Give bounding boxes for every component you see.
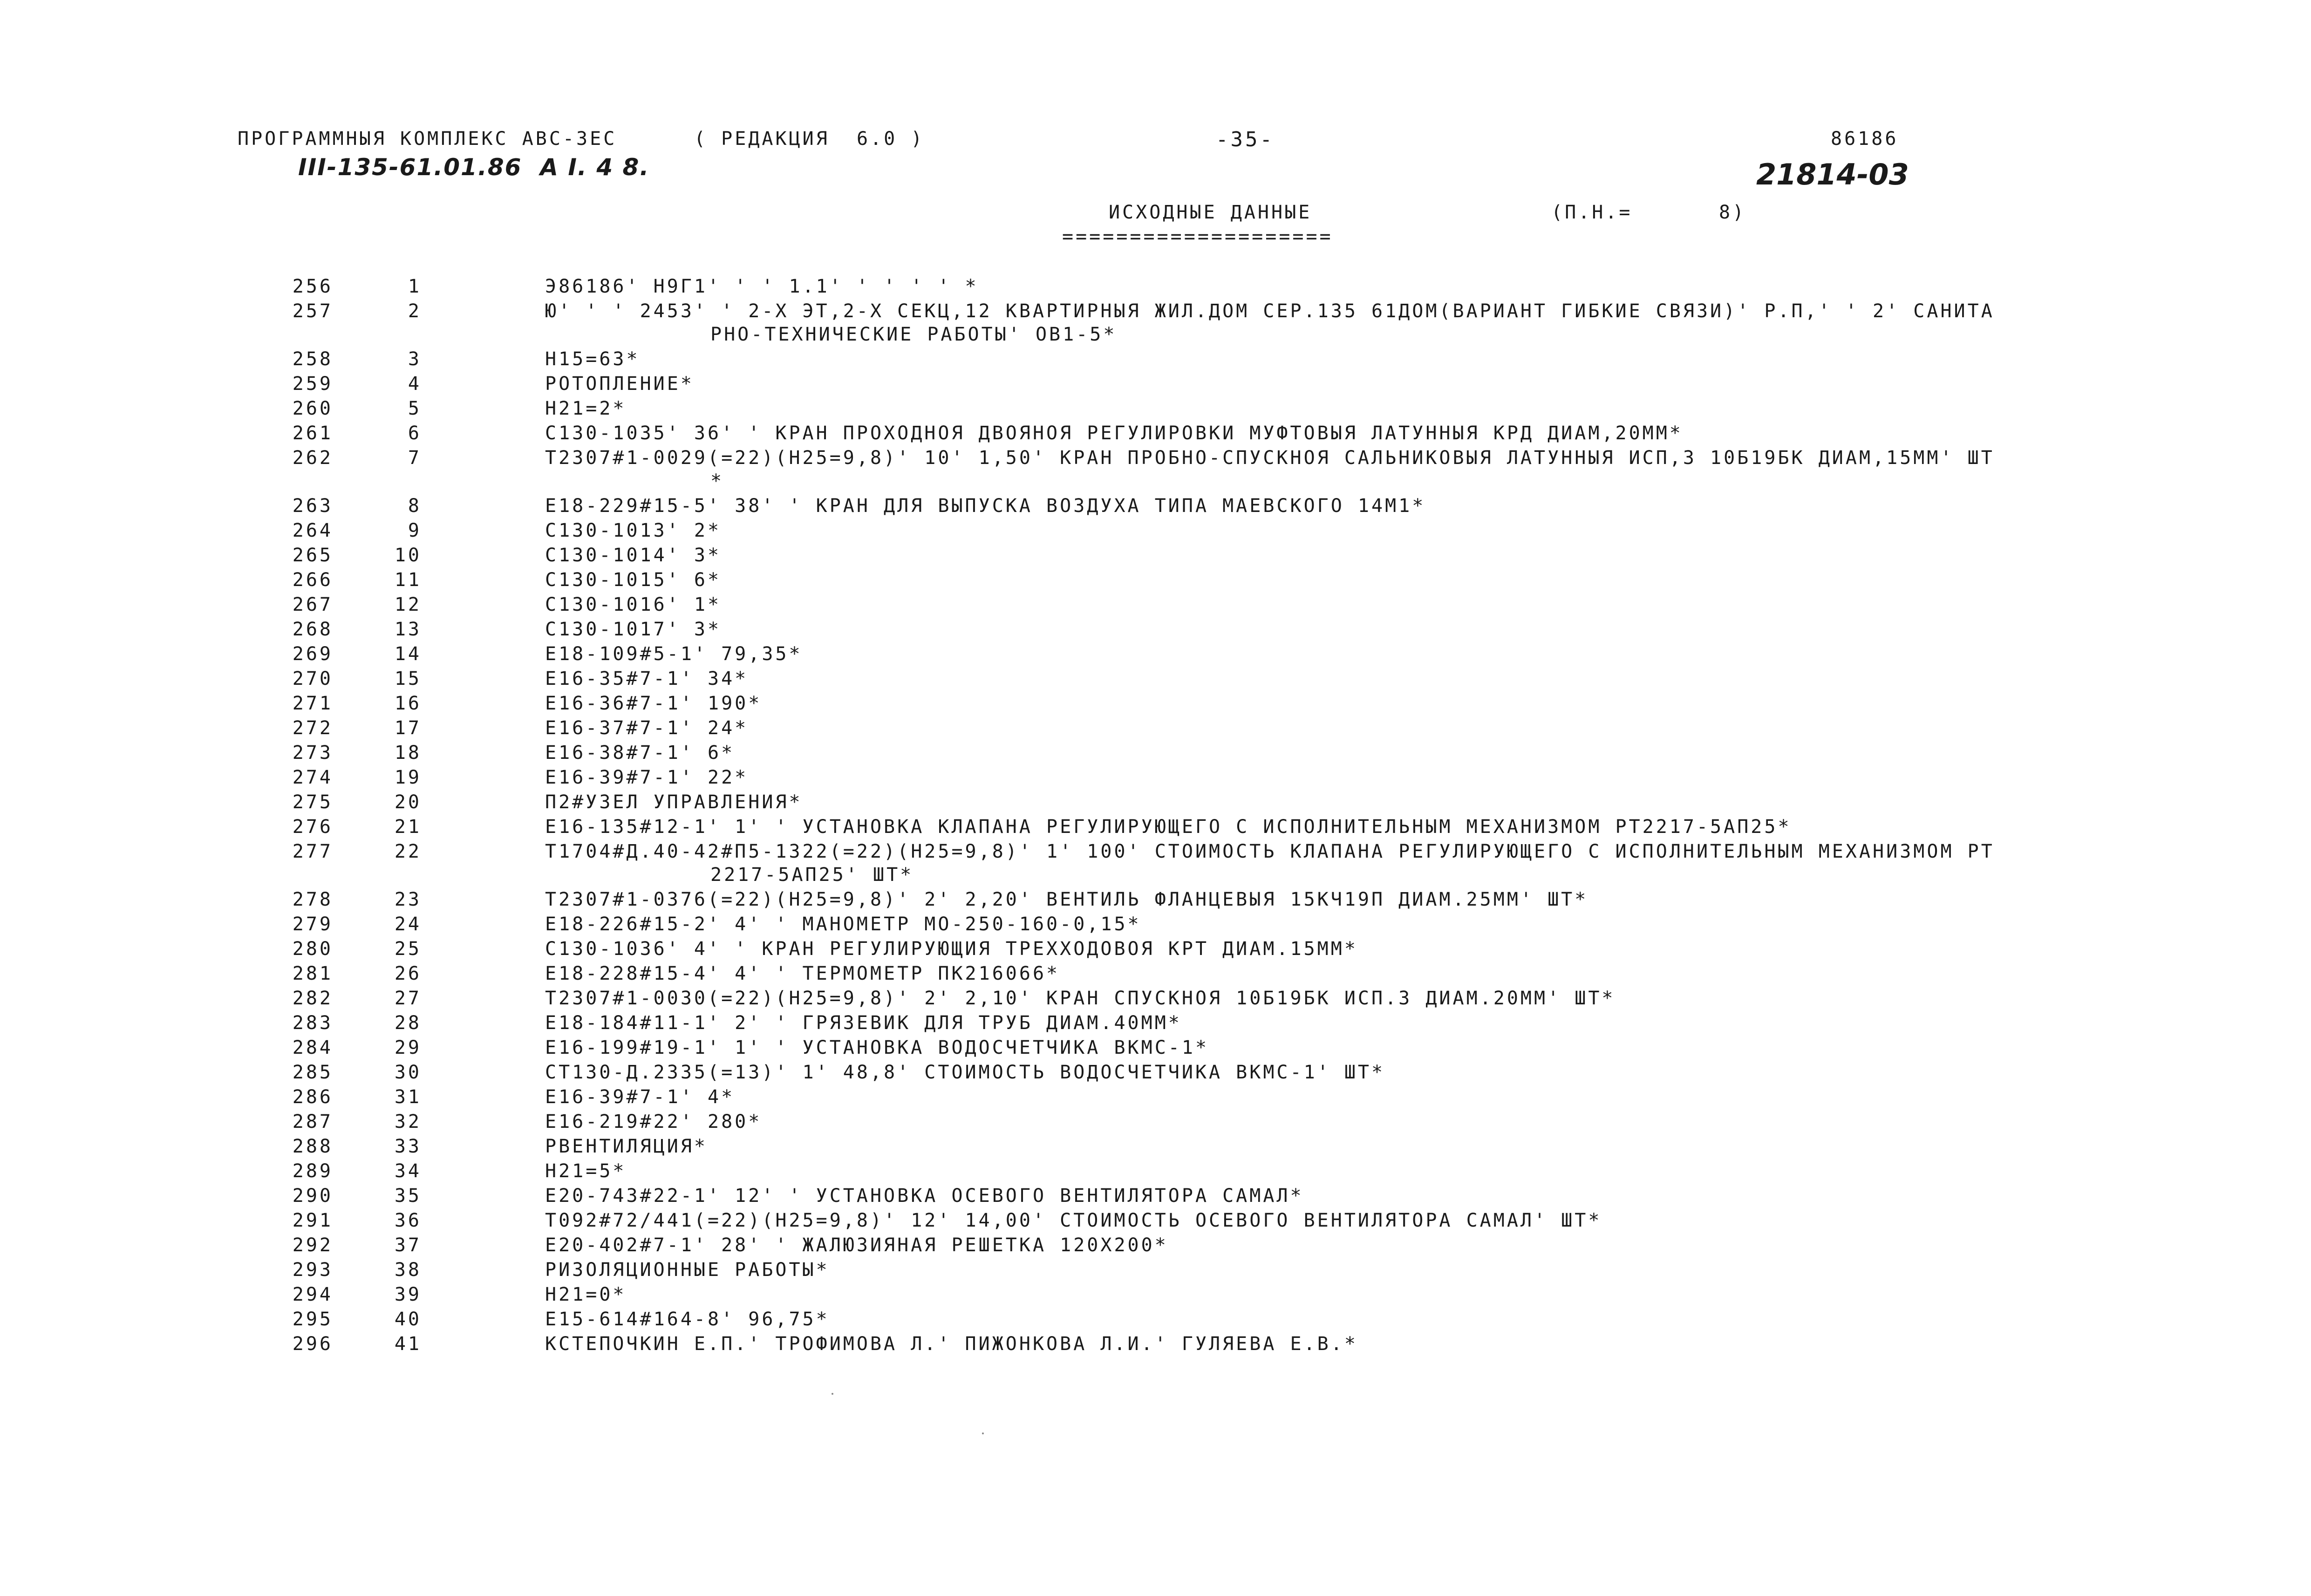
- statement-index: 20: [394, 791, 422, 813]
- line-number: 280: [292, 938, 333, 960]
- statement-text: РОТОПЛЕНИЕ*: [545, 373, 694, 395]
- listing-row: [0, 793, 2311, 818]
- line-number: 275: [292, 791, 333, 813]
- statement-text: РИЗОЛЯЦИОННЫЕ РАБОТЫ*: [545, 1259, 830, 1281]
- statement-index: 29: [394, 1037, 422, 1058]
- listing-row: [0, 1261, 2311, 1285]
- line-number: 269: [292, 643, 333, 665]
- pn-label: (П.Н.=: [1551, 202, 1633, 223]
- listing-row: [0, 399, 2311, 424]
- line-number: 279: [292, 914, 333, 935]
- listing-row: [0, 521, 2311, 546]
- statement-index: 1: [408, 276, 422, 297]
- line-number: 271: [292, 693, 333, 714]
- document-number: 86186: [1831, 128, 1899, 150]
- statement-text: Е18-229#15-5' 38' ' КРАН ДЛЯ ВЫПУСКА ВОЗДУХА ТИПА МАЕВСКОГО 14М1*: [545, 495, 1426, 517]
- statement-index: 16: [394, 693, 422, 714]
- edition-label: ( РЕДАКЦИЯ 6.0 ): [694, 128, 925, 150]
- listing-row: [0, 1285, 2311, 1310]
- statement-text: С130-1035' 36' ' КРАН ПРОХОДНОЯ ДВОЯНОЯ РЕГУЛИРОВКИ МУФТОВЫЯ ЛАТУННЫЯ КРД ДИАМ,20ММ*: [545, 423, 1683, 444]
- line-number: 260: [292, 398, 333, 419]
- statement-index: 7: [408, 447, 422, 469]
- line-number: 296: [292, 1333, 333, 1355]
- section-title: ИСХОДНЫЕ ДАННЫЕ: [1109, 202, 1312, 223]
- line-number: 266: [292, 569, 333, 591]
- statement-text: Е18-228#15-4' 4' ' ТЕРМОМЕТР ПК216066*: [545, 963, 1060, 984]
- statement-continuation: 2217-5АП25' ШТ*: [710, 864, 914, 886]
- line-number: 281: [292, 963, 333, 984]
- section-underline: ====================: [1062, 226, 1333, 247]
- statement-index: 10: [394, 545, 422, 566]
- statement-text: Е16-35#7-1' 34*: [545, 668, 749, 689]
- handwritten-number: 21814-03: [1756, 157, 1909, 191]
- listing-row: [0, 449, 2311, 497]
- line-number: 262: [292, 447, 333, 469]
- line-number: 258: [292, 348, 333, 370]
- line-number: 290: [292, 1185, 333, 1207]
- scan-speck: [982, 1432, 984, 1434]
- statement-text: П2#УЗЕЛ УПРАВЛЕНИЯ*: [545, 791, 803, 813]
- line-number: 276: [292, 816, 333, 838]
- line-number: 277: [292, 841, 333, 862]
- listing-row: [0, 277, 2311, 302]
- listing-row: [0, 302, 2311, 350]
- line-number: 294: [292, 1284, 333, 1305]
- line-number: 292: [292, 1235, 333, 1256]
- statement-text: Т092#72/441(=22)(Н25=9,8)' 12' 14,00' СТОИМОСТЬ ОСЕВОГО ВЕНТИЛЯТОРА САМАЛ' ШТ*: [545, 1210, 1602, 1231]
- statement-index: 9: [408, 520, 422, 541]
- statement-index: 5: [408, 398, 422, 419]
- listing-row: [0, 1335, 2311, 1359]
- statement-text: Е18-226#15-2' 4' ' МАНОМЕТР МО-250-160-0,15*: [545, 914, 1141, 935]
- statement-text: Е16-38#7-1' 6*: [545, 742, 735, 764]
- statement-text: Е15-614#164-8' 96,75*: [545, 1309, 830, 1330]
- line-number: 283: [292, 1012, 333, 1034]
- statement-text: Т2307#1-0029(=22)(Н25=9,8)' 10' 1,50' КРАН ПРОБНО-СПУСКНОЯ САЛЬНИКОВЫЯ ЛАТУННЫЯ ИСП,3 10Б19БК ДИАМ,15ММ' ШТ: [545, 447, 1995, 469]
- statement-index: 17: [394, 717, 422, 739]
- line-number: 267: [292, 594, 333, 615]
- listing-row: [0, 1014, 2311, 1038]
- statement-index: 40: [394, 1309, 422, 1330]
- listing-row: [0, 989, 2311, 1014]
- statement-index: 15: [394, 668, 422, 689]
- listing-row: [0, 375, 2311, 399]
- line-number: 274: [292, 767, 333, 788]
- line-number: 272: [292, 717, 333, 739]
- listing-row: [0, 497, 2311, 521]
- listing-row: [0, 743, 2311, 768]
- line-number: 265: [292, 545, 333, 566]
- statement-text: Н21=2*: [545, 398, 627, 419]
- statement-text: СТ130-Д.2335(=13)' 1' 48,8' СТОИМОСТЬ ВОДОСЧЕТЧИКА ВКМС-1' ШТ*: [545, 1062, 1385, 1083]
- listing-row: [0, 620, 2311, 645]
- line-number: 273: [292, 742, 333, 764]
- statement-index: 41: [394, 1333, 422, 1355]
- statement-index: 36: [394, 1210, 422, 1231]
- statement-text: С130-1017' 3*: [545, 619, 722, 640]
- statement-index: 14: [394, 643, 422, 665]
- statement-text: Т2307#1-0376(=22)(Н25=9,8)' 2' 2,20' ВЕНТИЛЬ ФЛАНЦЕВЫЯ 15КЧ19П ДИАМ.25ММ' ШТ*: [545, 889, 1588, 910]
- statement-text: Н15=63*: [545, 348, 640, 370]
- listing-row: [0, 1112, 2311, 1137]
- handwritten-code: III-135-61.01.86 А I. 4 8.: [298, 154, 650, 181]
- statement-index: 32: [394, 1111, 422, 1132]
- statement-continuation: РНО-ТЕХНИЧЕСКИЕ РАБОТЫ' ОВ1-5*: [710, 324, 1117, 345]
- listing-row: [0, 1063, 2311, 1088]
- statement-index: 6: [408, 423, 422, 444]
- listing-row: [0, 1211, 2311, 1236]
- listing-row: [0, 1137, 2311, 1162]
- statement-text: Е20-743#22-1' 12' ' УСТАНОВКА ОСЕВОГО ВЕНТИЛЯТОРА САМАЛ*: [545, 1185, 1304, 1207]
- statement-text: Е16-135#12-1' 1' ' УСТАНОВКА КЛАПАНА РЕГУЛИРУЮЩЕГО С ИСПОЛНИТЕЛЬНЫМ МЕХАНИЗМОМ РТ2217-5АП25*: [545, 816, 1792, 838]
- listing-row: [0, 719, 2311, 743]
- listing-row: [0, 890, 2311, 915]
- statement-text: Э86186' Н9Г1' ' ' 1.1' ' ' ' ' *: [545, 276, 979, 297]
- statement-text: Е20-402#7-1' 28' ' ЖАЛЮЗИЯНАЯ РЕШЕТКА 120Х200*: [545, 1235, 1168, 1256]
- listing-row: [0, 842, 2311, 890]
- listing-row: [0, 350, 2311, 375]
- statement-index: 25: [394, 938, 422, 960]
- line-number: 291: [292, 1210, 333, 1231]
- statement-index: 28: [394, 1012, 422, 1034]
- listing: [0, 277, 2311, 1359]
- statement-index: 21: [394, 816, 422, 838]
- statement-text: Н21=5*: [545, 1160, 627, 1182]
- statement-index: 24: [394, 914, 422, 935]
- listing-row: [0, 915, 2311, 940]
- statement-text: РВЕНТИЛЯЦИЯ*: [545, 1136, 708, 1157]
- statement-index: 19: [394, 767, 422, 788]
- statement-text: Е16-36#7-1' 190*: [545, 693, 762, 714]
- statement-index: 31: [394, 1086, 422, 1108]
- page-number: -35-: [1216, 128, 1275, 151]
- statement-text: Е16-219#22' 280*: [545, 1111, 762, 1132]
- statement-index: 8: [408, 495, 422, 517]
- statement-text: Е16-39#7-1' 22*: [545, 767, 749, 788]
- line-number: 259: [292, 373, 333, 395]
- line-number: 284: [292, 1037, 333, 1058]
- line-number: 261: [292, 423, 333, 444]
- listing-row: [0, 669, 2311, 694]
- listing-row: [0, 645, 2311, 669]
- statement-index: 34: [394, 1160, 422, 1182]
- listing-row: [0, 1310, 2311, 1335]
- pn-value: 8): [1719, 202, 1746, 223]
- statement-index: 11: [394, 569, 422, 591]
- statement-index: 33: [394, 1136, 422, 1157]
- listing-row: [0, 595, 2311, 620]
- statement-index: 3: [408, 348, 422, 370]
- statement-continuation: *: [710, 471, 724, 492]
- statement-index: 30: [394, 1062, 422, 1083]
- listing-row: [0, 546, 2311, 571]
- statement-index: 22: [394, 841, 422, 862]
- line-number: 278: [292, 889, 333, 910]
- statement-text: С130-1014' 3*: [545, 545, 722, 566]
- line-number: 295: [292, 1309, 333, 1330]
- statement-index: 13: [394, 619, 422, 640]
- listing-row: [0, 1236, 2311, 1261]
- line-number: 293: [292, 1259, 333, 1281]
- statement-index: 4: [408, 373, 422, 395]
- statement-text: Е16-37#7-1' 24*: [545, 717, 749, 739]
- line-number: 286: [292, 1086, 333, 1108]
- statement-text: Е16-39#7-1' 4*: [545, 1086, 735, 1108]
- statement-index: 37: [394, 1235, 422, 1256]
- statement-index: 18: [394, 742, 422, 764]
- statement-text: С130-1036' 4' ' КРАН РЕГУЛИРУЮЩИЯ ТРЕХХОДОВОЯ КРТ ДИАМ.15ММ*: [545, 938, 1358, 960]
- statement-text: С130-1013' 2*: [545, 520, 722, 541]
- program-title: ПРОГРАММНЫЯ КОМПЛЕКС АВС-3ЕС: [238, 128, 617, 150]
- statement-text: КСТЕПОЧКИН Е.П.' ТРОФИМОВА Л.' ПИЖОНКОВА Л.И.' ГУЛЯЕВА Е.В.*: [545, 1333, 1358, 1355]
- listing-row: [0, 424, 2311, 449]
- line-number: 288: [292, 1136, 333, 1157]
- scan-speck: [832, 1393, 833, 1395]
- statement-text: Т1704#Д.40-42#П5-1322(=22)(Н25=9,8)' 1' 100' СТОИМОСТЬ КЛАПАНА РЕГУЛИРУЮЩЕГО С ИСПОЛНИТЕЛЬНЫМ МЕХАНИЗМОМ РТ: [545, 841, 1995, 862]
- line-number: 282: [292, 988, 333, 1009]
- statement-text: С130-1016' 1*: [545, 594, 722, 615]
- listing-row: [0, 694, 2311, 719]
- listing-row: [0, 940, 2311, 964]
- line-number: 270: [292, 668, 333, 689]
- listing-row: [0, 964, 2311, 989]
- statement-index: 39: [394, 1284, 422, 1305]
- line-number: 264: [292, 520, 333, 541]
- statement-text: Е18-184#11-1' 2' ' ГРЯЗЕВИК ДЛЯ ТРУБ ДИАМ.40ММ*: [545, 1012, 1182, 1034]
- line-number: 268: [292, 619, 333, 640]
- line-number: 285: [292, 1062, 333, 1083]
- line-number: 263: [292, 495, 333, 517]
- line-number: 257: [292, 300, 333, 322]
- listing-row: [0, 1187, 2311, 1211]
- statement-index: 2: [408, 300, 422, 322]
- statement-text: Ю' ' ' 2453' ' 2-Х ЭТ,2-Х СЕКЦ,12 КВАРТИРНЫЯ ЖИЛ.ДОМ СЕР.135 61ДОМ(ВАРИАНТ ГИБКИЕ СВЯЗИ)' Р.П,' ' 2' САНИТА: [545, 300, 1995, 322]
- listing-row: [0, 571, 2311, 595]
- statement-index: 26: [394, 963, 422, 984]
- line-number: 289: [292, 1160, 333, 1182]
- listing-row: [0, 1162, 2311, 1187]
- statement-text: Т2307#1-0030(=22)(Н25=9,8)' 2' 2,10' КРАН СПУСКНОЯ 10Б19БК ИСП.3 ДИАМ.20ММ' ШТ*: [545, 988, 1616, 1009]
- listing-row: [0, 1088, 2311, 1112]
- listing-row: [0, 1038, 2311, 1063]
- statement-index: 35: [394, 1185, 422, 1207]
- statement-index: 38: [394, 1259, 422, 1281]
- statement-text: Е16-199#19-1' 1' ' УСТАНОВКА ВОДОСЧЕТЧИКА ВКМС-1*: [545, 1037, 1209, 1058]
- statement-text: Е18-109#5-1' 79,35*: [545, 643, 803, 665]
- statement-text: Н21=0*: [545, 1284, 627, 1305]
- line-number: 256: [292, 276, 333, 297]
- statement-text: С130-1015' 6*: [545, 569, 722, 591]
- statement-index: 12: [394, 594, 422, 615]
- statement-index: 27: [394, 988, 422, 1009]
- listing-row: [0, 768, 2311, 793]
- statement-index: 23: [394, 889, 422, 910]
- listing-row: [0, 818, 2311, 842]
- line-number: 287: [292, 1111, 333, 1132]
